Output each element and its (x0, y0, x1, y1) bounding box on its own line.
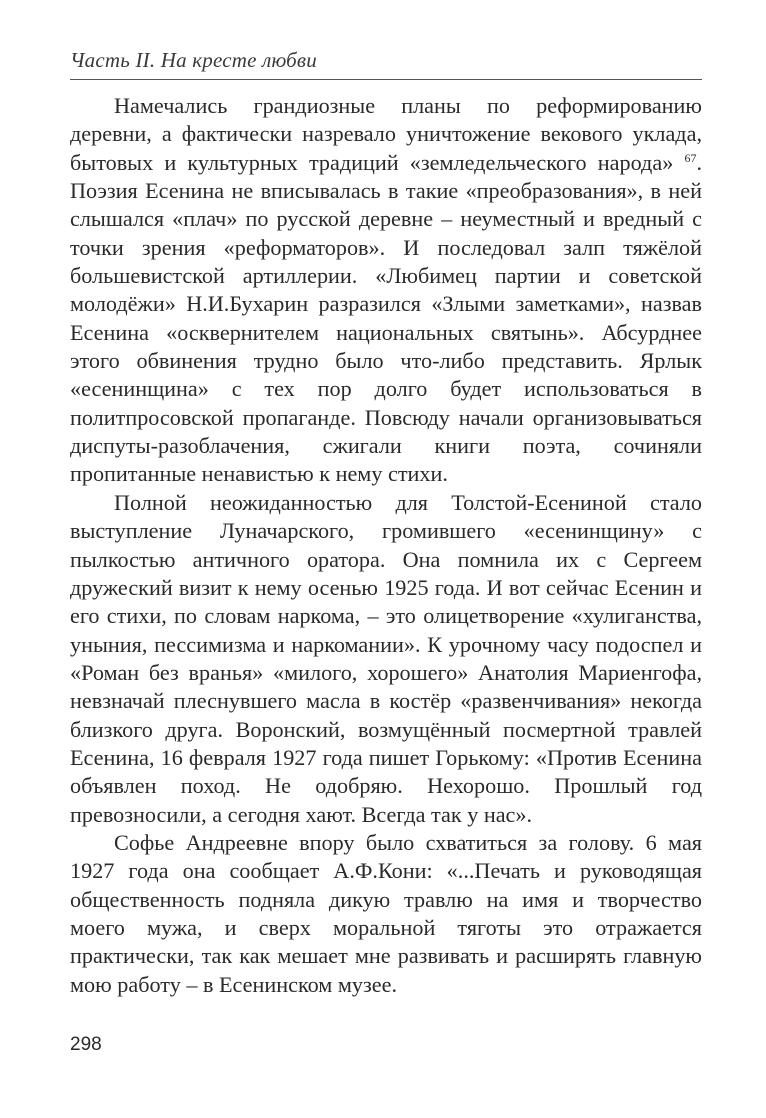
paragraph-1 (70, 92, 702, 489)
paragraph-1-text-end: . Поэзия Есенина не вписывалась в такие «преобразования», в ней слышался «плач» по русской деревне – неуместный и вредный с точки зрения «реформаторов». И последовал залп тяжёлой большевистской артиллерии. «Любимец партии и советской молодёжи» Н.И.Бухарин разразился «Злыми заметками», назвав Есенина «осквернителем национальных святынь». Абсурднее этого обвинения трудно было что-либо представить. Ярлык «есенинщина» с тех пор долго будет использоваться в политпросовской пропаганде. Повсюду начали организовываться диспуты-разоблачения, сжигали книги поэта, сочиняли пропитанные ненавистью к нему стихи. (70, 149, 702, 487)
running-head: Часть II. На кресте любви (70, 48, 317, 72)
paragraph-2: Полной неожиданностью для Толстой-Есениной стало выступление Луначарского, громившего «есенинщину» с пылкостью античного оратора. Она помнила их с Сергеем дружеский визит к нему осенью 1925 года. И вот сейчас Есенин и его стихи, по словам наркома, – это олицетворение «хулиганства, уныния, пессимизма и наркомании». К урочному часу подоспел и «Роман без вранья» «милого, хорошего» Анатолия Мариенгофа, невзначай плеснувшего масла в костёр «развенчивания» некогда близкого друга. Воронский, возмущённый посмертной травлей Есенина, 16 февраля 1927 года пишет Горькому: «Против Есенина объявлен поход. Не одобряю. Нехорошо. Прошлый год превозносили, а сегодня хают. Всегда так у нас». (70, 489, 702, 827)
page-number: 298 (70, 1034, 102, 1055)
paragraph-1-text-start: Намечались грандиозные планы по реформированию деревни, а фактически назревало уничтожение векового уклада, бытовых и культурных традиций «земледельческого народа» (70, 93, 702, 175)
footnote-ref-67: 67 (684, 150, 697, 165)
header-rule (70, 79, 702, 80)
body-text (70, 92, 702, 999)
paragraph-3: Софье Андреевне впору было схватиться за голову. 6 мая 1927 года она сообщает А.Ф.Кони: «...Печать и руководящая общественность подняла дикую травлю на имя и творчество моего мужа, и сверх моральной тяготы это отражается практически, так как мешает мне развивать и расширять главную мою работу – в Есенинском музее. (70, 829, 702, 997)
